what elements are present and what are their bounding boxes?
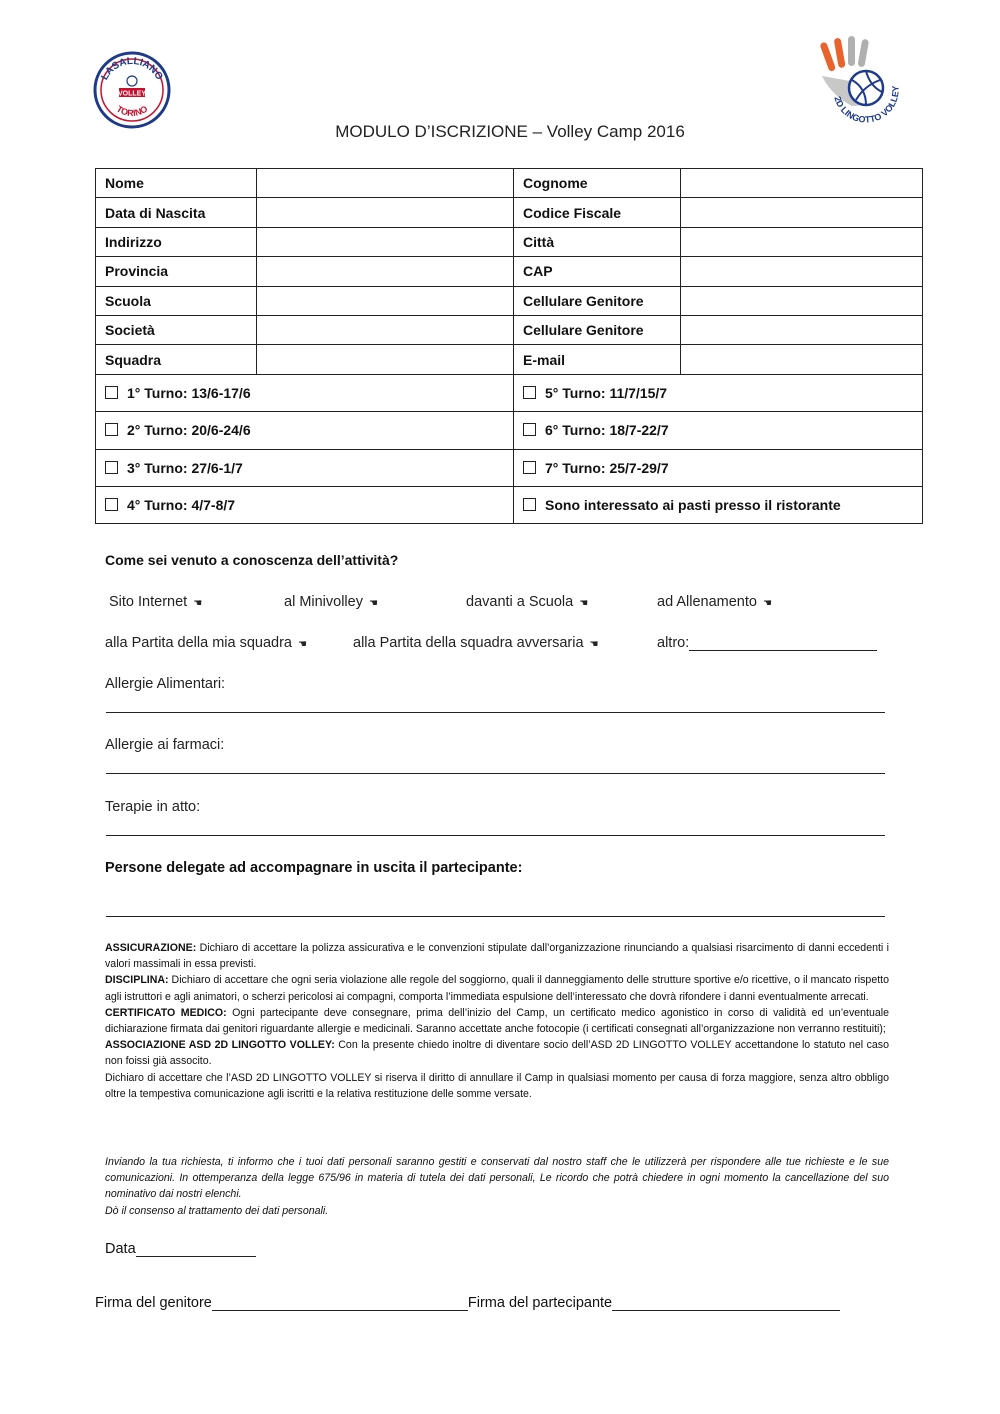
logo-left-bottom-text: TORINO [114, 103, 150, 119]
field-label: Provincia [96, 257, 257, 286]
date-input-line[interactable] [136, 1242, 256, 1257]
option-partita-mia-squadra[interactable]: alla Partita della mia squadra ☚ [105, 635, 307, 651]
turn-option[interactable] [514, 486, 923, 523]
option-allenamento[interactable]: ad Allenamento ☚ [657, 594, 772, 610]
turn-option[interactable] [96, 449, 514, 486]
field-row [96, 315, 923, 344]
option-altro[interactable]: altro: [657, 635, 877, 651]
allergie-alimentari-label: Allergie Alimentari: [105, 676, 226, 692]
terms-certificato: CERTIFICATO MEDICO: Ogni partecipante deve consegnare, prima dell’inizio del Camp, un certificato medico agonistico in corso di validità ed un’eventuale dichiarazione firmata dai genitori riguardante allergie e medicinali. Saranno accettate anche fotocopie (i certificati consegnati all’organizzazione non verranno restituiti); [105, 1006, 889, 1036]
turn-option[interactable] [514, 374, 923, 411]
field-row [96, 169, 923, 198]
turn-row [96, 449, 923, 486]
lasalliano-logo [92, 50, 172, 130]
field-input[interactable] [257, 169, 514, 198]
participant-signature-label: Firma del partecipante [467, 1295, 613, 1311]
allergie-farmaci-label: Allergie ai farmaci: [105, 737, 225, 753]
privacy-section [105, 1154, 889, 1219]
checkbox-icon[interactable] [523, 461, 536, 474]
field-row [96, 257, 923, 286]
hand-icon: ☚ [762, 598, 772, 609]
hand-icon: ☚ [368, 598, 378, 609]
field-input[interactable] [681, 198, 923, 227]
turn-label: 2° Turno: 20/6-24/6 [127, 422, 251, 439]
logo-right-text: 2D LINGOTTO VOLLEY [832, 85, 901, 125]
field-input[interactable] [681, 227, 923, 256]
field-label: Squadra [96, 345, 257, 374]
hand-icon: ☚ [589, 639, 599, 650]
parent-signature-label: Firma del genitore [95, 1295, 212, 1311]
date-field [105, 1241, 256, 1257]
field-label: Nome [96, 169, 257, 198]
turn-option[interactable] [96, 374, 514, 411]
field-row [96, 345, 923, 374]
field-label: E-mail [514, 345, 681, 374]
field-input[interactable] [257, 257, 514, 286]
checkbox-icon[interactable] [105, 498, 118, 511]
field-label: Società [96, 315, 257, 344]
field-label: CAP [514, 257, 681, 286]
field-label: Cellulare Genitore [514, 315, 681, 344]
turn-option[interactable] [96, 412, 514, 449]
terms-assicurazione: ASSICURAZIONE: Dichiaro di accettare la polizza assicurativa e le convenzioni stipulate dall’organizzazione rinunciando a qualsiasi risarcimento di danni eccedenti i valori massimali in essa previsti. [105, 942, 889, 971]
checkbox-icon[interactable] [523, 498, 536, 511]
terapie-line[interactable] [106, 835, 885, 836]
turn-label: 4° Turno: 4/7-8/7 [127, 497, 236, 514]
turn-option[interactable] [514, 449, 923, 486]
turn-row [96, 486, 923, 523]
checkbox-icon[interactable] [523, 423, 536, 436]
privacy-text: Inviando la tua richiesta, ti informo che i tuoi dati personali saranno gestiti e conservati dal nostro staff che le utilizzerà per rispondere alle tue richieste e le sue comunicazioni. In ottemperanza della legge 675/96 in materia di tutela dei dati personali, Le ricordo che potrà chiedere in ogni momento la cancellazione del suo nominativo dai nostri elenchi. [105, 1156, 889, 1201]
field-input[interactable] [257, 227, 514, 256]
field-label: Cellulare Genitore [514, 286, 681, 315]
field-input[interactable] [257, 286, 514, 315]
terapie-label: Terapie in atto: [105, 799, 201, 815]
parent-signature-line[interactable] [212, 1296, 468, 1311]
option-minivolley[interactable]: al Minivolley ☚ [284, 594, 378, 610]
logo-left-mid-text: VOLLEY [117, 90, 147, 98]
turn-row [96, 374, 923, 411]
checkbox-icon[interactable] [105, 423, 118, 436]
hand-icon: ☚ [579, 598, 589, 609]
turn-label: 3° Turno: 27/6-1/7 [127, 459, 243, 476]
field-input[interactable] [681, 345, 923, 374]
lingotto-volley-logo [812, 36, 912, 132]
turn-label: 5° Turno: 11/7/15/7 [545, 384, 668, 401]
option-sito-internet[interactable]: Sito Internet ☚ [109, 594, 203, 610]
hand-icon: ☚ [193, 598, 203, 609]
field-label: Città [514, 227, 681, 256]
terms-annullamento: Dichiaro di accettare che l’ASD 2D LINGOTTO VOLLEY si riserva il diritto di annullare il Camp in qualsiasi momento per causa di forza maggiore, senza altro obbligo oltre la tempestiva comunicazione agli iscritti e la relativa restituzione delle somme versate. [105, 1071, 889, 1100]
field-row [96, 286, 923, 315]
field-label: Indirizzo [96, 227, 257, 256]
terms-disciplina: DISCIPLINA: Dichiaro di accettare che ogni seria violazione alle regole del soggiorno, quali il danneggiamento delle strutture sportive e/o ricettive, o il mancato rispetto agli istruttori e agli animatori, o scherzi pericolosi ai compagni, comporta l’immediata espulsione dell’interessato che dovrà rifondere i danni eventualmente arrecati. [105, 974, 889, 1003]
terms-associazione: ASSOCIAZIONE ASD 2D LINGOTTO VOLLEY: Con la presente chiedo inoltre di diventare socio dell’ASD 2D LINGOTTO VOLLEY accettandone lo statuto nel caso non foissi già associto. [105, 1039, 889, 1068]
turn-row [96, 412, 923, 449]
registration-table [95, 168, 923, 524]
form-title: MODULO D’ISCRIZIONE – Volley Camp 2016 [335, 122, 685, 141]
field-input[interactable] [257, 315, 514, 344]
field-input[interactable] [257, 345, 514, 374]
field-input[interactable] [681, 169, 923, 198]
turn-label: 1° Turno: 13/6-17/6 [127, 384, 251, 401]
field-row [96, 198, 923, 227]
turn-label: 7° Turno: 25/7-29/7 [545, 459, 669, 476]
delegati-label: Persone delegate ad accompagnare in uscita il partecipante: [105, 860, 523, 876]
field-label: Scuola [96, 286, 257, 315]
delegati-line[interactable] [106, 916, 885, 917]
turn-option[interactable] [96, 486, 514, 523]
field-label: Data di Nascita [96, 198, 257, 227]
turn-label: Sono interessato ai pasti presso il ristorante [545, 497, 841, 514]
checkbox-icon[interactable] [105, 461, 118, 474]
field-input[interactable] [681, 286, 923, 315]
turn-option[interactable] [514, 412, 923, 449]
allergie-alimentari-line[interactable] [106, 712, 885, 713]
terms-section [105, 940, 889, 1102]
field-row [96, 227, 923, 256]
option-scuola[interactable]: davanti a Scuola ☚ [466, 594, 589, 610]
checkbox-icon[interactable] [105, 386, 118, 399]
field-label: Codice Fiscale [514, 198, 681, 227]
turn-label: 6° Turno: 18/7-22/7 [545, 422, 669, 439]
field-label: Cognome [514, 169, 681, 198]
signature-row [95, 1295, 840, 1311]
option-partita-avversaria[interactable]: alla Partita della squadra avversaria ☚ [353, 635, 599, 651]
checkbox-icon[interactable] [523, 386, 536, 399]
field-input[interactable] [257, 198, 514, 227]
participant-signature-line[interactable] [612, 1296, 840, 1311]
hand-icon: ☚ [298, 639, 307, 650]
field-input[interactable] [681, 315, 923, 344]
logo-left-top-text: LASALLIANO [99, 55, 165, 83]
field-input[interactable] [681, 257, 923, 286]
allergie-farmaci-line[interactable] [106, 773, 885, 774]
source-question: Come sei venuto a conoscenza dell’attività? [105, 552, 399, 568]
date-label: Data [105, 1241, 136, 1257]
altro-input-line[interactable] [689, 636, 877, 651]
privacy-consent: Dò il consenso al trattamento dei dati personali. [105, 1204, 329, 1217]
